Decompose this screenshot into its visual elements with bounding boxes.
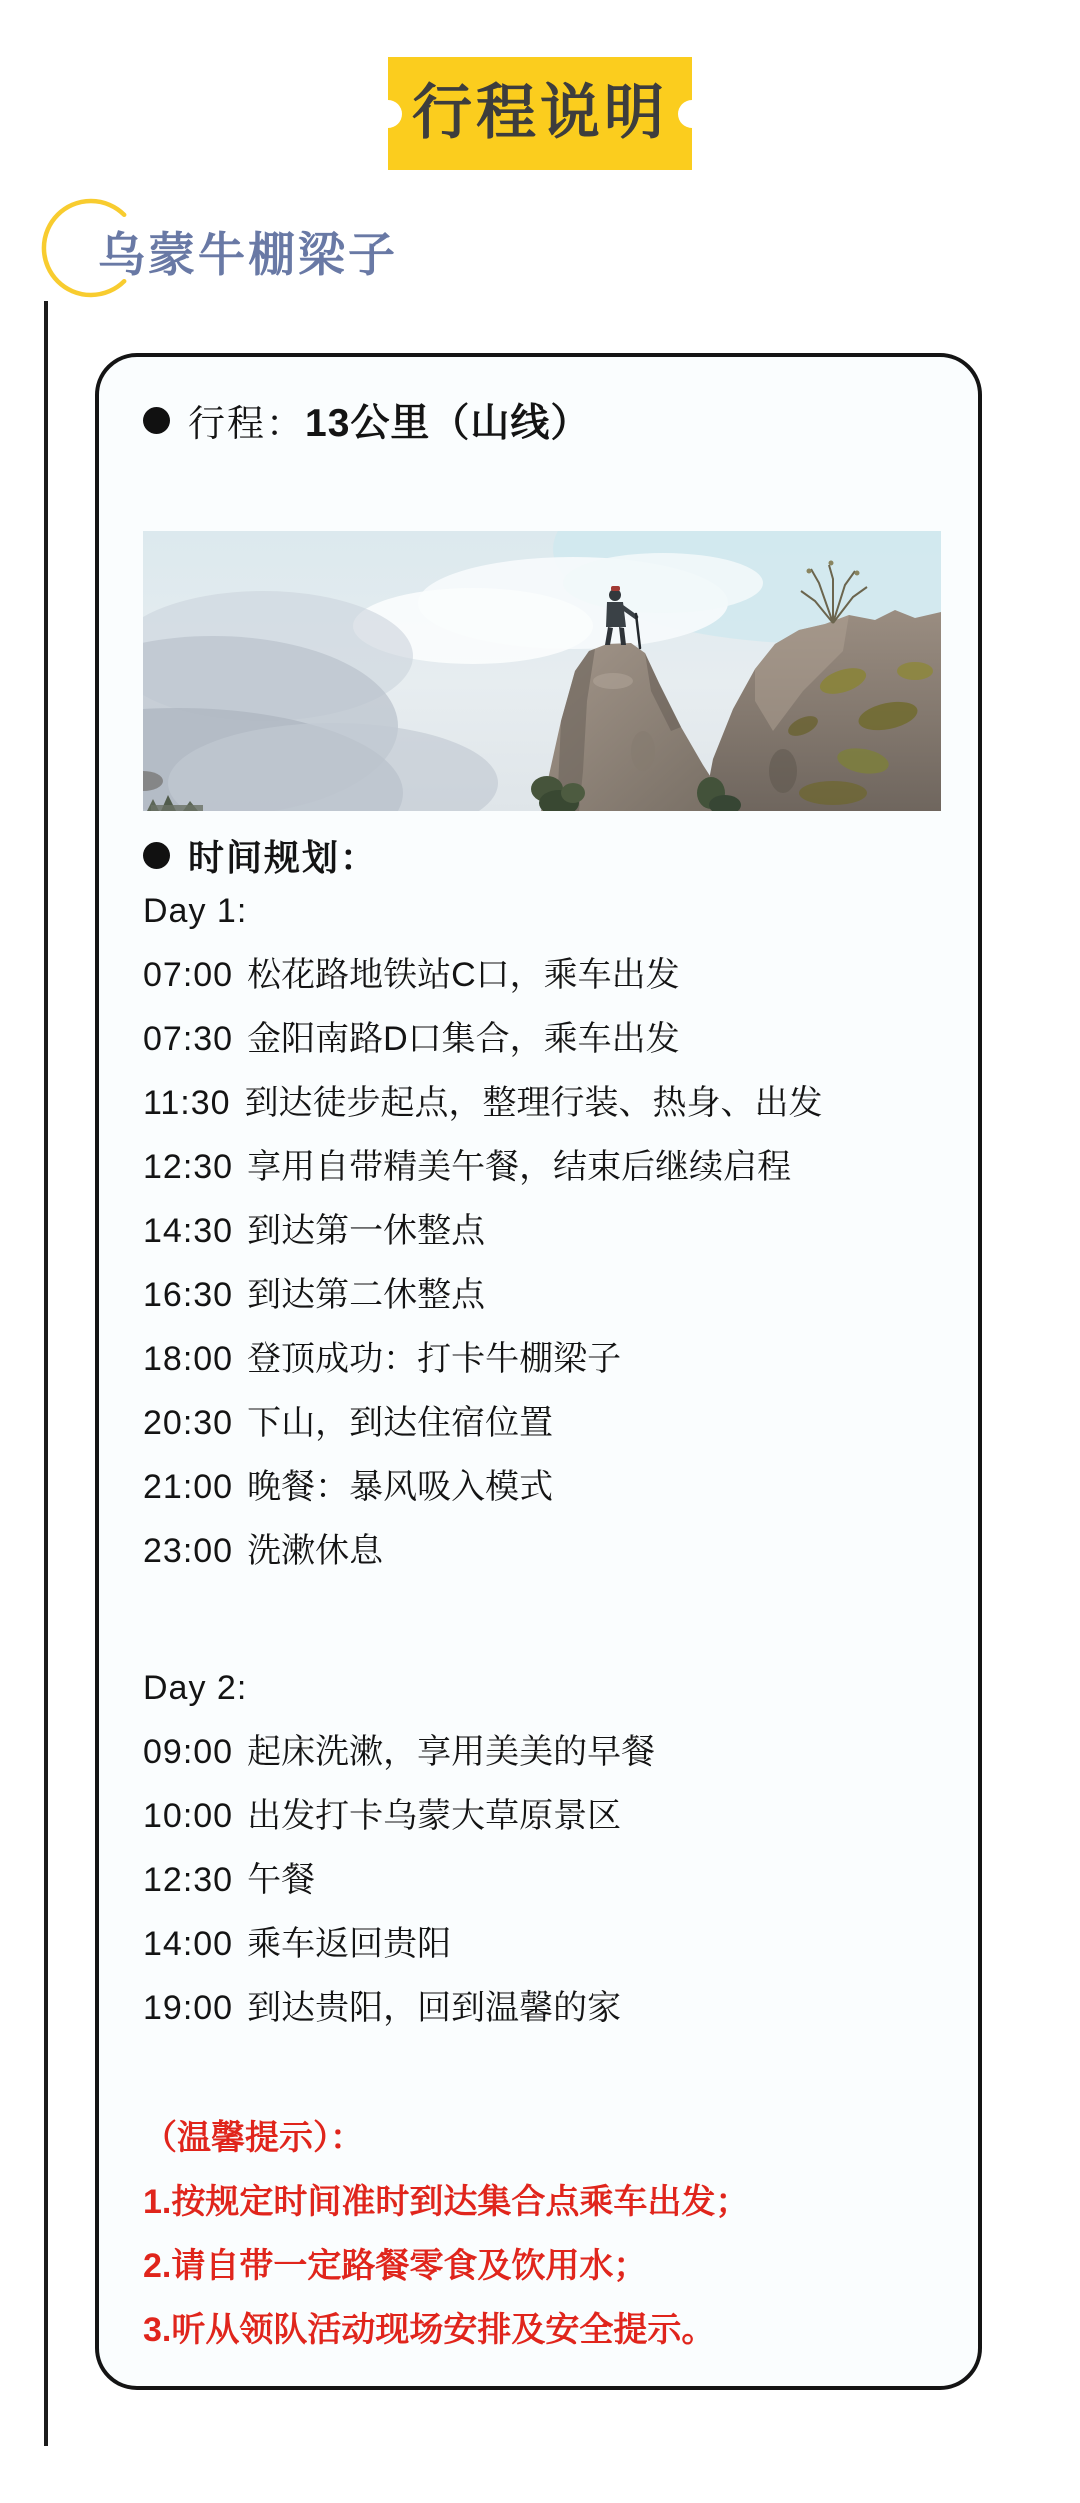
schedule-time: 16:30	[143, 1276, 234, 1314]
day-label: Day 2:	[143, 1669, 248, 1707]
notice-item: 3.听从领队活动现场安排及安全提示。	[143, 2311, 716, 2349]
schedule-time: 18:00	[143, 1340, 234, 1378]
schedule-text: 乘车返回贵阳	[247, 1925, 452, 1963]
schedule-item	[143, 1455, 934, 1519]
banner-title: 行程说明	[412, 78, 668, 146]
schedule-item	[143, 1976, 934, 2040]
plan-heading-row	[143, 831, 934, 879]
schedule-time: 21:00	[143, 1468, 234, 1506]
schedule-item	[143, 943, 934, 1007]
schedule-time: 14:30	[143, 1212, 234, 1250]
route-label: 行程：	[188, 403, 305, 444]
schedule-item	[143, 1912, 934, 1976]
schedule-text: 晚餐：暴风吸入模式	[247, 1468, 554, 1506]
ticket-notch-left-icon	[374, 100, 402, 128]
schedule-text: 金阳南路D口集合，乘车出发	[247, 1020, 680, 1058]
schedule-text: 到达贵阳，回到温馨的家	[247, 1989, 622, 2027]
schedule-text: 洗漱休息	[247, 1532, 384, 1570]
schedule-text: 起床洗漱，享用美美的早餐	[247, 1733, 656, 1771]
schedule-time: 19:00	[143, 1989, 234, 2027]
schedule-item	[143, 1071, 934, 1135]
schedule-time: 09:00	[143, 1733, 234, 1771]
notice-heading: （温馨提示）：	[143, 2119, 364, 2157]
schedule-time: 11:30	[143, 1084, 231, 1122]
itinerary-card	[95, 353, 982, 2390]
schedule-text: 到达第一休整点	[247, 1212, 486, 1250]
schedule-item	[143, 1784, 934, 1848]
schedule-time: 20:30	[143, 1404, 234, 1442]
route-value: 13公里（山线）	[305, 402, 591, 445]
schedule-item	[143, 1263, 934, 1327]
schedule-time: 07:30	[143, 1020, 234, 1058]
notice-item: 2.请自带一定路餐零食及饮用水；	[143, 2247, 648, 2285]
schedule-text: 登顶成功：打卡牛棚梁子	[247, 1340, 622, 1378]
schedule-item	[143, 1848, 934, 1912]
bullet-icon	[143, 407, 170, 434]
left-rule	[44, 301, 48, 2446]
notice-item: 1.按规定时间准时到达集合点乘车出发；	[143, 2183, 750, 2221]
schedule-text: 到达徒步起点，整理行装、热身、出发	[244, 1084, 823, 1122]
ticket-notch-right-icon	[678, 100, 706, 128]
schedule-text: 出发打卡乌蒙大草原景区	[247, 1797, 622, 1835]
schedule-time: 12:30	[143, 1148, 234, 1186]
schedule-time: 12:30	[143, 1861, 234, 1899]
schedule-item	[143, 1199, 934, 1263]
schedule-text: 午餐	[247, 1861, 316, 1899]
page-title: 乌蒙牛棚梁子	[98, 228, 398, 281]
schedule-text: 松花路地铁站C口，乘车出发	[247, 956, 680, 994]
cliff-photo	[143, 531, 941, 811]
schedule-item	[143, 1391, 934, 1455]
schedule-time: 14:00	[143, 1925, 234, 1963]
day-label: Day 1:	[143, 892, 248, 930]
schedule-item	[143, 1135, 934, 1199]
schedule-item	[143, 1519, 934, 1583]
route-row	[143, 397, 934, 443]
schedule-item	[143, 1327, 934, 1391]
schedule-text: 到达第二休整点	[247, 1276, 486, 1314]
schedule-item	[143, 1720, 934, 1784]
plan-heading: 时间规划：	[188, 836, 379, 878]
bullet-icon	[143, 842, 170, 869]
schedule-time: 07:00	[143, 956, 234, 994]
itinerary-banner	[388, 57, 692, 170]
schedule-time: 23:00	[143, 1532, 234, 1570]
schedule-time: 10:00	[143, 1797, 234, 1835]
schedule-text: 下山，到达住宿位置	[247, 1404, 554, 1442]
schedule-item	[143, 1007, 934, 1071]
schedule-text: 享用自带精美午餐，结束后继续启程	[247, 1148, 792, 1186]
